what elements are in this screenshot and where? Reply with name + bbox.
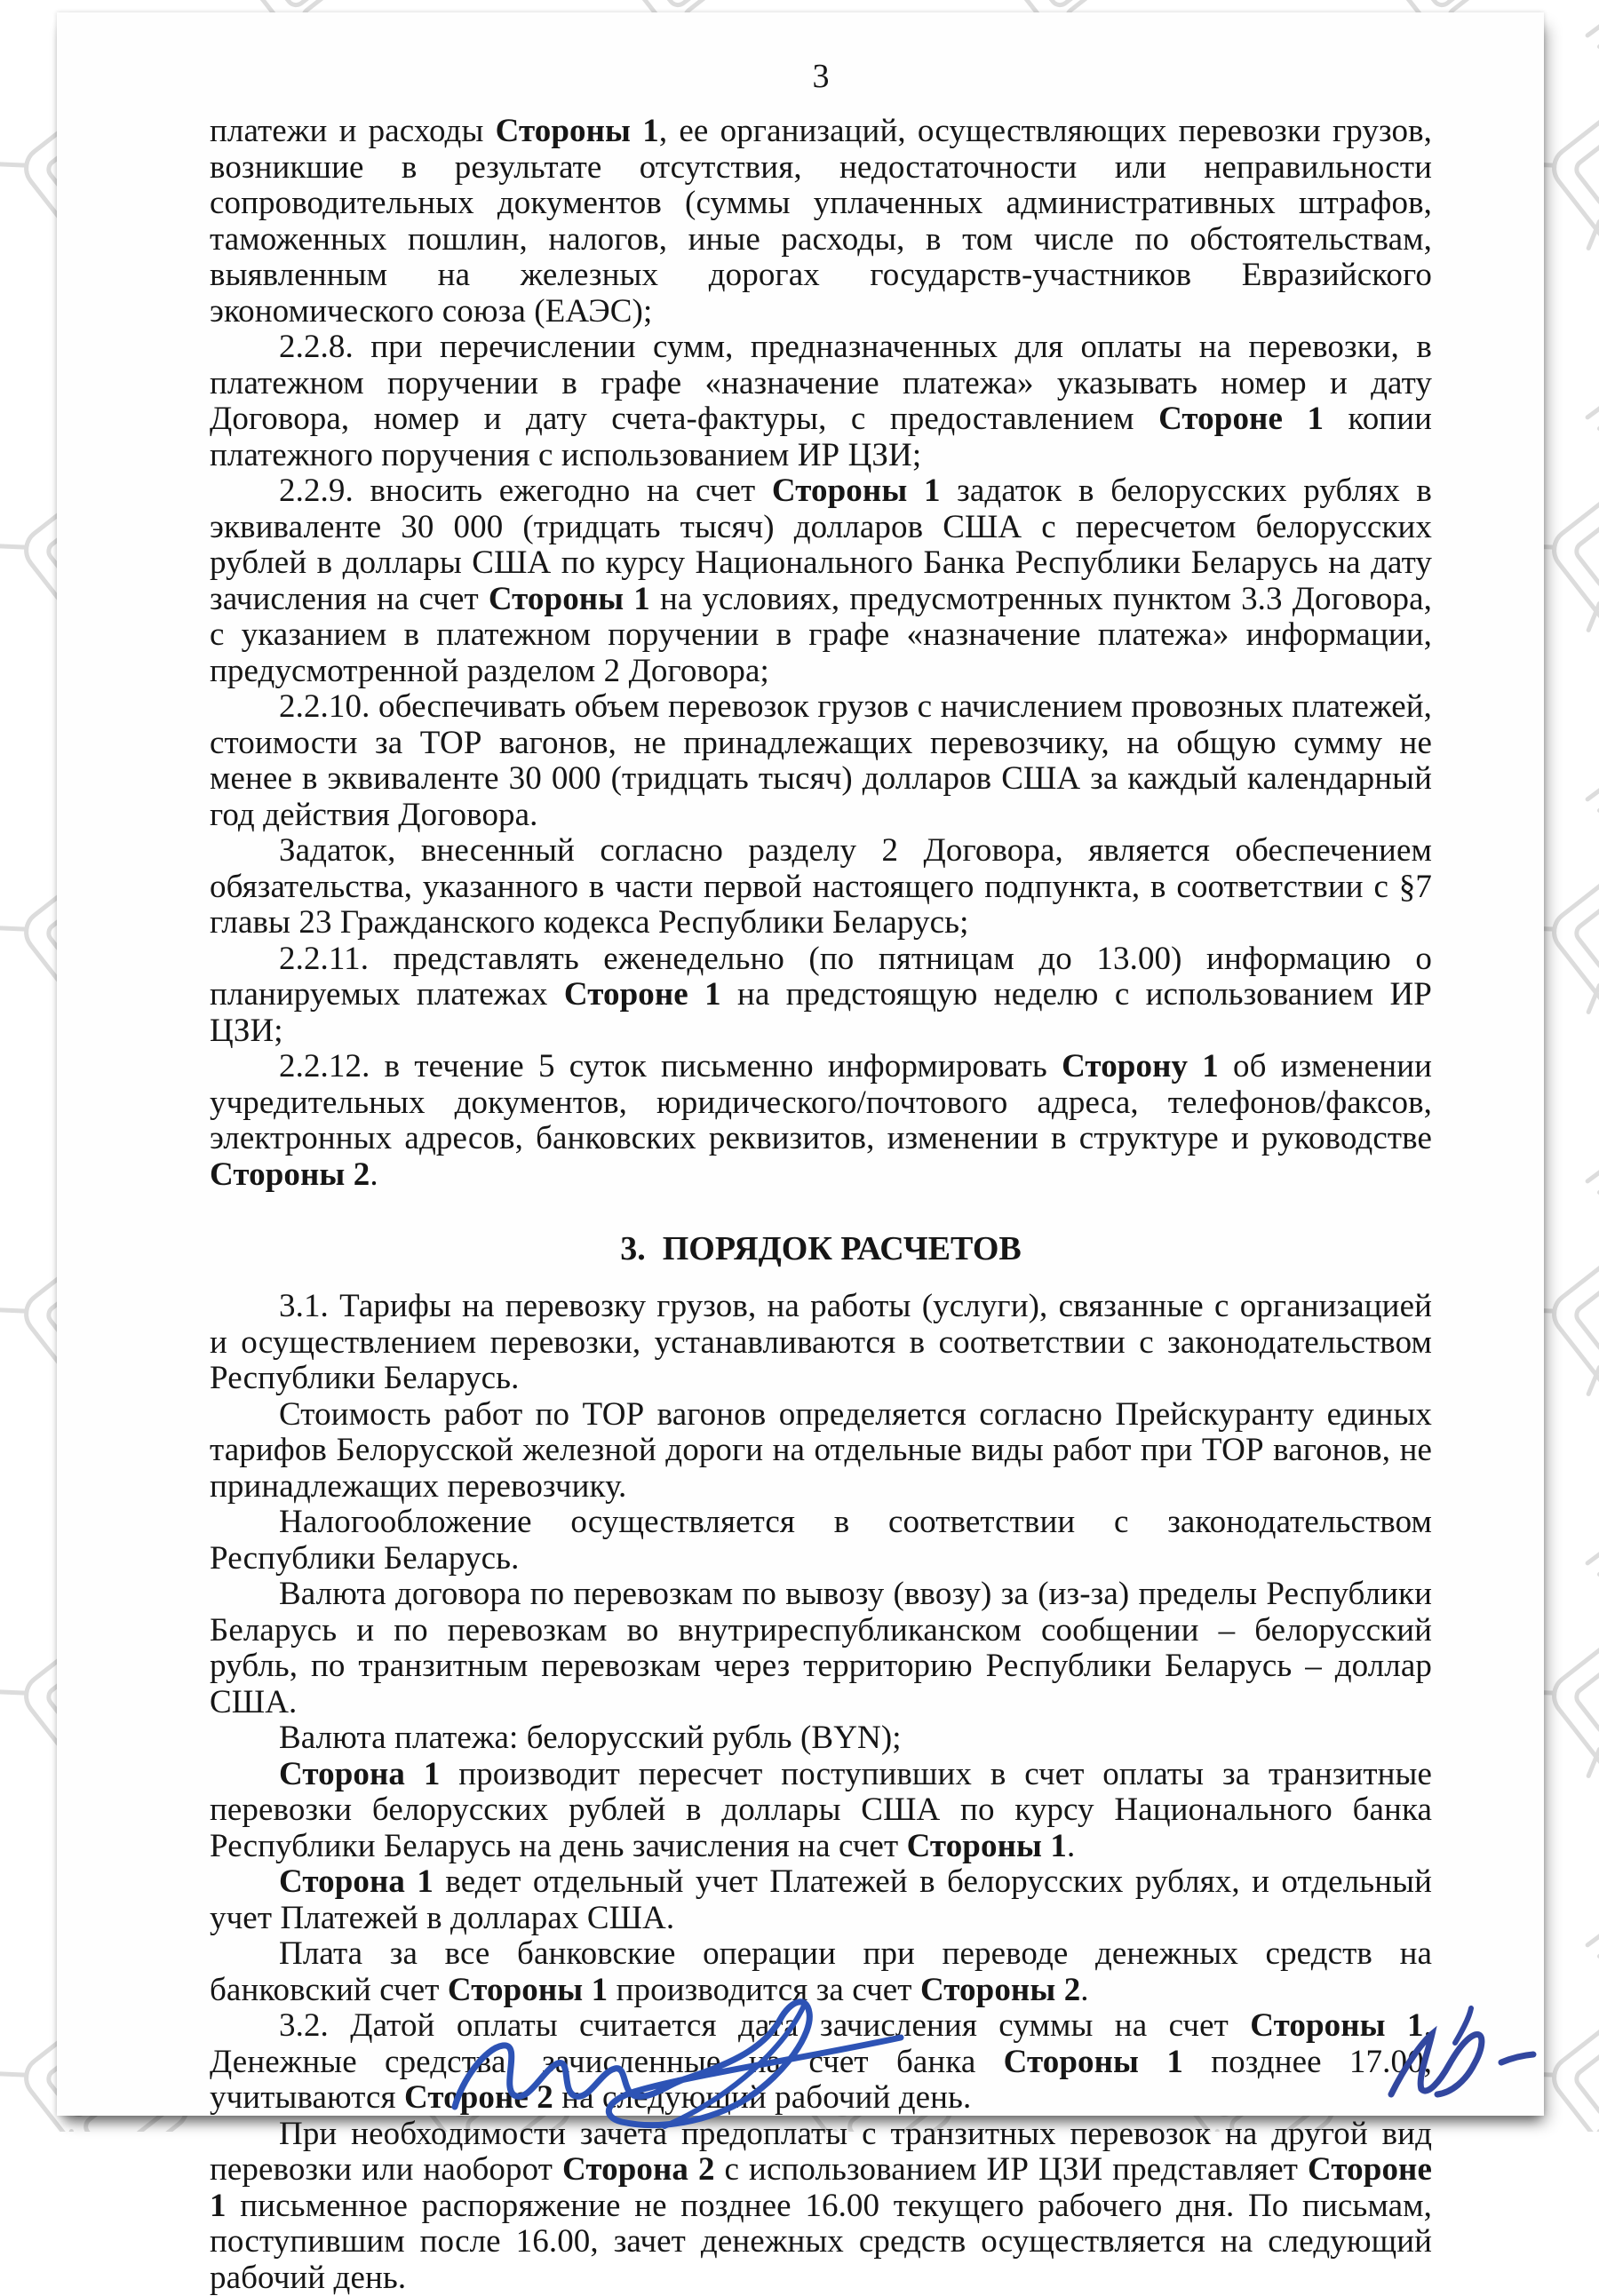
- section-heading: 3. ПОРЯДОК РАСЧЕТОВ: [210, 1230, 1432, 1267]
- page-number: 3: [210, 59, 1432, 94]
- paragraph: Задаток, внесенный согласно разделу 2 Договора, является обеспечением обязательства, указанного в части первой настоящего подпункта, в соответствии с §7 главы 23 Гражданского кодекса Республики Беларусь;: [210, 833, 1432, 941]
- paragraph: Валюта договора по перевозкам по вывозу (ввозу) за (из-за) пределы Республики Беларусь и по перевозкам во внутриреспубликанском сообщении – белорусский рубль, по транзитным перевозкам через территорию Республики Беларусь – доллар США.: [210, 1577, 1432, 1720]
- paragraph: 2.2.9. вносить ежегодно на счет Стороны 1 задаток в белорусских рублях в эквиваленте 30 000 (тридцать тысяч) долларов США с пересчетом белорусских рублей в доллары США по курсу Национального Банка Республики Беларусь на дату зачисления на счет Стороны 1 на условиях, предусмотренных пунктом 3.3 Договора, с указанием в платежном поручении в графе «назначение платежа» информации, предусмотренной разделом 2 Договора;: [210, 473, 1432, 689]
- paragraph: 2.2.12. в течение 5 суток письменно информировать Сторону 1 об изменении учредительных документов, юридического/почтового адреса, телефонов/факсов, электронных адресов, банковских реквизитов, изменении в структуре и руководстве Стороны 2.: [210, 1049, 1432, 1193]
- paragraph: платежи и расходы Стороны 1, ее организаций, осуществляющих перевозки грузов, возникшие в результате отсутствия, недостаточности или неправильности сопроводительных документов (суммы уплаченных административных штрафов, таможенных пошлин, налогов, иные расходы, в том числе по обстоятельствам, выявленным на железных дорогах государств-участников Евразийского экономического союза (ЕАЭС);: [210, 114, 1432, 330]
- paragraph: Стоимость работ по ТОР вагонов определяется согласно Прейскуранту единых тарифов Белорусской железной дороги на отдельные виды работ при ТОР вагонов, не принадлежащих перевозчику.: [210, 1397, 1432, 1506]
- paragraph: Валюта платежа: белорусский рубль (BYN);: [210, 1720, 1432, 1757]
- paragraph: 3.1. Тарифы на перевозку грузов, на работы (услуги), связанные с организацией и осуществлением перевозки, устанавливаются в соответствии с законодательством Республики Беларусь.: [210, 1289, 1432, 1397]
- paragraph: 2.2.11. представлять еженедельно (по пятницам до 13.00) информацию о планируемых платежах Стороне 1 на предстоящую неделю с использованием ИР ЦЗИ;: [210, 941, 1432, 1050]
- paragraph: Налогообложение осуществляется в соответствии с законодательством Республики Беларусь.: [210, 1505, 1432, 1577]
- paragraph: Сторона 1 ведет отдельный учет Платежей в белорусских рублях, и отдельный учет Платежей в долларах США.: [210, 1864, 1432, 1936]
- paragraph: 2.2.8. при перечислении сумм, предназначенных для оплаты на перевозки, в платежном поручении в графе «назначение платежа» указывать номер и дату Договора, номер и дату счета-фактуры, с предоставлением Стороне 1 копии платежного поручения с использованием ИР ЦЗИ;: [210, 330, 1432, 473]
- document-page: [57, 12, 1544, 2116]
- paragraph: Плата за все банковские операции при переводе денежных средств на банковский счет Стороны 1 производится за счет Стороны 2.: [210, 1936, 1432, 2008]
- paragraph: 3.2. Датой оплаты считается дата зачисления суммы на счет Стороны 1. Денежные средства, зачисленные на счет банка Стороны 1 позднее 17.00, учитываются Стороне 2 на следующий рабочий день.: [210, 2008, 1432, 2117]
- document-body: [210, 114, 1432, 2296]
- paragraph: Сторона 1 производит пересчет поступивших в счет оплаты за транзитные перевозки белорусских рублей в доллары США по курсу Национального банка Республики Беларусь на день зачисления на счет Стороны 1.: [210, 1757, 1432, 1865]
- paragraph: При необходимости зачета предоплаты с транзитных перевозок на другой вид перевозки или наоборот Сторона 2 с использованием ИР ЦЗИ представляет Стороне 1 письменное распоряжение не позднее 16.00 текущего рабочего дня. По письмам, поступившим после 16.00, зачет денежных средств осуществляется на следующий рабочий день.: [210, 2117, 1432, 2296]
- paragraph: 2.2.10. обеспечивать объем перевозок грузов с начислением провозных платежей, стоимости за ТОР вагонов, не принадлежащих перевозчику, на общую сумму не менее в эквиваленте 30 000 (тридцать тысяч) долларов США за каждый календарный год действия Договора.: [210, 689, 1432, 833]
